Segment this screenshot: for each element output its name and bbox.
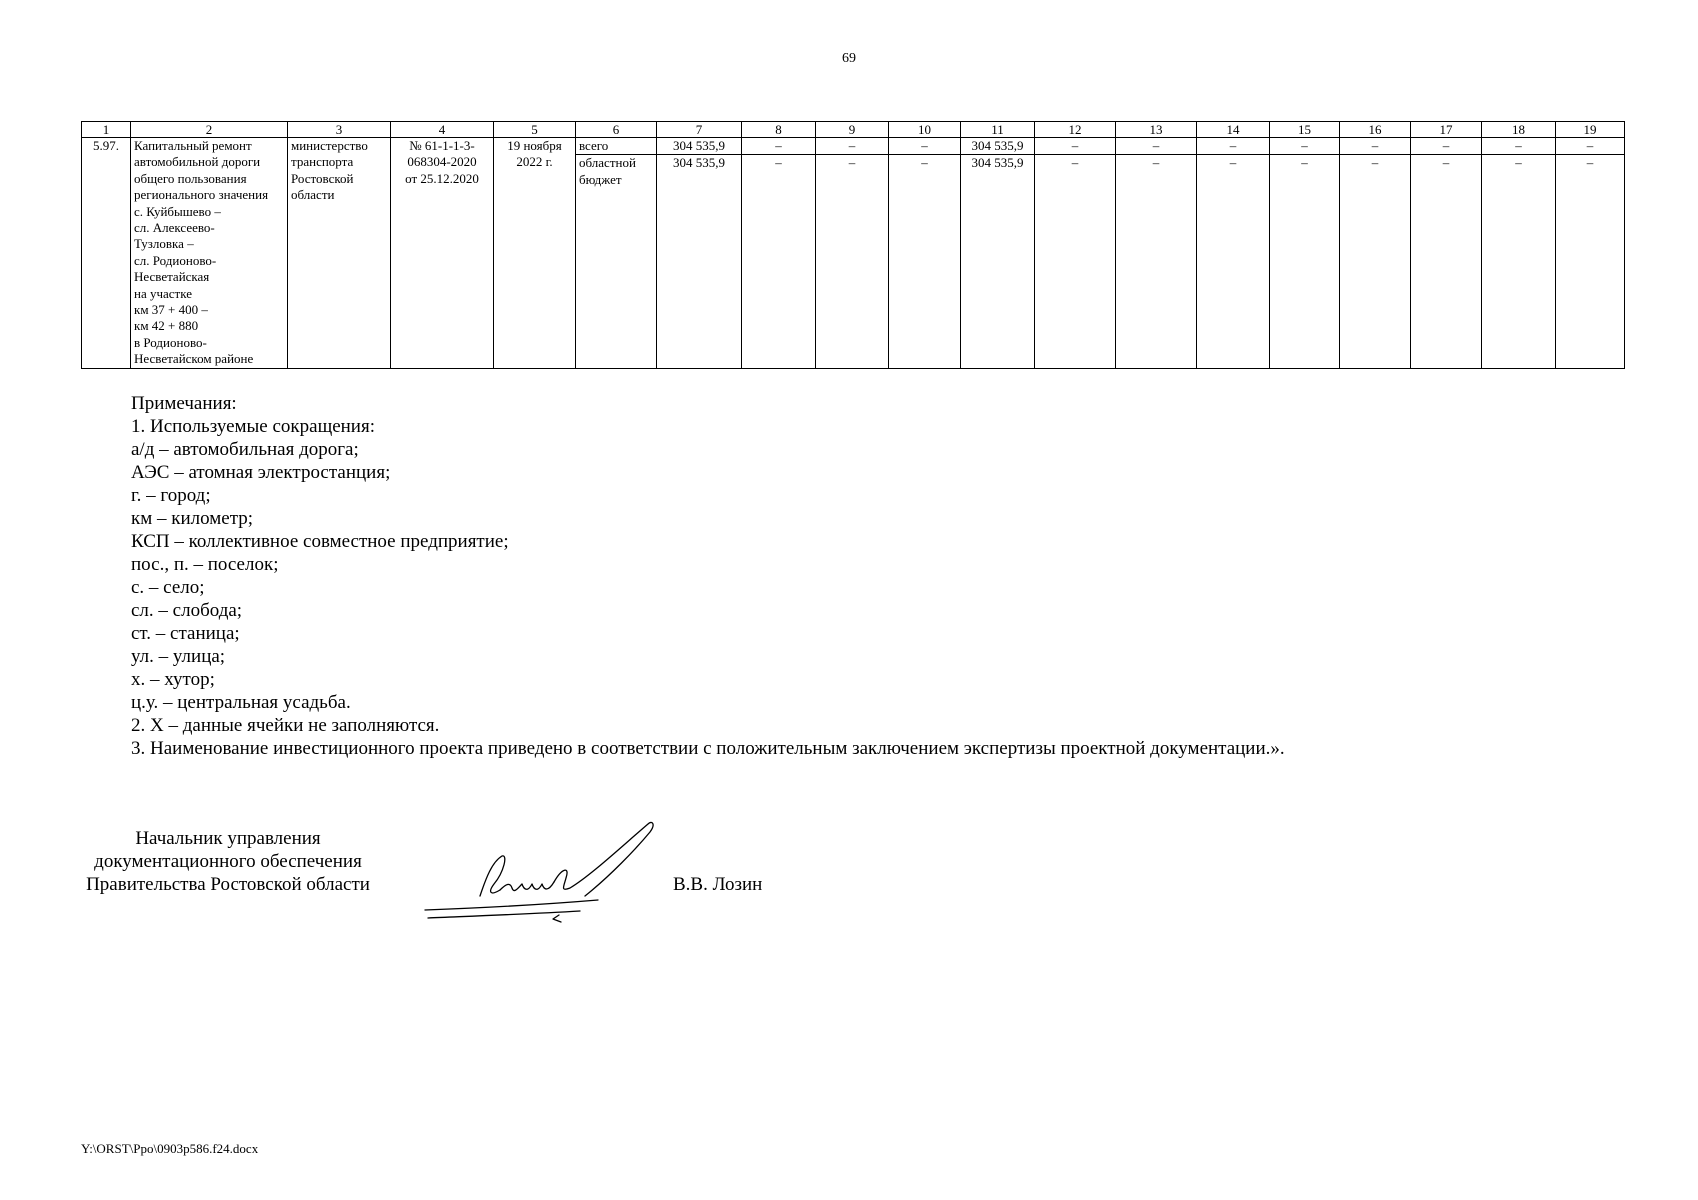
completion-date [494, 138, 576, 369]
signatory-name: В.В. Лозин [673, 874, 763, 895]
note-line: км – километр; [131, 508, 254, 529]
column-header-11: 11 [961, 122, 1035, 138]
column-header-9: 9 [816, 122, 889, 138]
text-line: областной [579, 155, 636, 171]
text-line: Несветайском районе [134, 351, 254, 367]
text-line: Ростовской [291, 170, 354, 186]
col19-regional: – [1556, 155, 1625, 369]
text-line: сл. Алексеево- [134, 220, 215, 236]
page-number: 69 [842, 51, 856, 66]
note-line: КСП – коллективное совместное предприятие; [131, 531, 509, 552]
column-header-6: 6 [576, 122, 657, 138]
file-path: Y:\ORST\Ppo\0903p586.f24.docx [81, 1141, 259, 1156]
note-line: пос., п. – поселок; [131, 554, 279, 575]
col18-all: – [1482, 138, 1556, 155]
investment-table [81, 121, 1625, 369]
text-line: регионального значения [134, 187, 269, 203]
text-line: в Родионово- [134, 334, 207, 350]
note-line: ул. – улица; [131, 646, 226, 667]
col13-all: – [1116, 138, 1197, 155]
column-header-8: 8 [742, 122, 816, 138]
text-line: на участке [134, 285, 192, 301]
note-line: 1. Используемые сокращения: [131, 416, 375, 437]
column-header-13: 13 [1116, 122, 1197, 138]
text-line: документационного обеспечения [94, 851, 362, 872]
col9-all: – [816, 138, 889, 155]
col18-regional: – [1482, 155, 1556, 369]
note-line: а/д – автомобильная дорога; [131, 439, 359, 460]
column-header-3: 3 [288, 122, 391, 138]
column-header-18: 18 [1482, 122, 1556, 138]
text-line: № 61-1-1-3- [409, 138, 475, 153]
col8-regional: – [742, 155, 816, 369]
column-header-10: 10 [889, 122, 961, 138]
text-line: Начальник управления [135, 828, 321, 849]
column-header-7: 7 [657, 122, 742, 138]
col11-all: 304 535,9 [961, 138, 1035, 155]
note-line: с. – село; [131, 577, 205, 598]
table-row [82, 138, 1625, 155]
text-line: 068304-2020 [407, 154, 477, 170]
text-line: Правительства Ростовской области [86, 874, 370, 895]
text-line: сл. Родионово- [134, 252, 217, 268]
col17-all: – [1411, 138, 1482, 155]
note-line: АЭС – атомная электростанция; [131, 462, 391, 483]
col16-regional: – [1340, 155, 1411, 369]
note-line: г. – город; [131, 485, 211, 506]
column-header-14: 14 [1197, 122, 1270, 138]
col12-regional: – [1035, 155, 1116, 369]
expertise-document [391, 138, 494, 369]
note-line: ц.у. – центральная усадьба. [131, 692, 351, 713]
text-line: бюджет [579, 171, 622, 187]
col11-regional: 304 535,9 [961, 155, 1035, 369]
col10-all: – [889, 138, 961, 155]
text-line: Капитальный ремонт [134, 138, 252, 153]
text-line: 2022 г. [516, 154, 553, 170]
col14-all: – [1197, 138, 1270, 155]
col12-all: – [1035, 138, 1116, 155]
col8-all: – [742, 138, 816, 155]
col15-regional: – [1270, 155, 1340, 369]
funding-source-all: всего [576, 138, 657, 155]
column-header-4: 4 [391, 122, 494, 138]
col7-all: 304 535,9 [657, 138, 742, 155]
notes-section [131, 392, 1285, 760]
text-line: 19 ноября [507, 138, 562, 153]
note-line: сл. – слобода; [131, 600, 243, 621]
text-line: Тузловка – [134, 236, 194, 252]
note-line: 3. Наименование инвестиционного проекта приведено в соответствии с положительным заключением экспертизы проектной документации.». [131, 738, 1285, 759]
signatory-title [68, 827, 388, 896]
text-line: области [291, 187, 335, 203]
col14-regional: – [1197, 155, 1270, 369]
column-header-2: 2 [131, 122, 288, 138]
funding-source-regional [576, 155, 657, 369]
text-line: общего пользования [134, 170, 247, 186]
text-line: министерство [291, 138, 368, 153]
col13-regional: – [1116, 155, 1197, 369]
col10-regional: – [889, 155, 961, 369]
notes-heading: Примечания: [131, 393, 237, 414]
row-number: 5.97. [82, 138, 131, 369]
col16-all: – [1340, 138, 1411, 155]
text-line: км 42 + 880 [134, 318, 199, 334]
column-header-1: 1 [82, 122, 131, 138]
note-line: 2. Х – данные ячейки не заполняются. [131, 715, 440, 736]
column-header-17: 17 [1411, 122, 1482, 138]
col15-all: – [1270, 138, 1340, 155]
column-header-19: 19 [1556, 122, 1625, 138]
text-line: км 37 + 400 – [134, 302, 208, 318]
text-line: от 25.12.2020 [405, 170, 479, 186]
column-header-16: 16 [1340, 122, 1411, 138]
col19-all: – [1556, 138, 1625, 155]
text-line: Несветайская [134, 269, 210, 285]
note-line: х. – хутор; [131, 669, 215, 690]
col17-regional: – [1411, 155, 1482, 369]
handwritten-signature [420, 818, 660, 928]
col9-regional: – [816, 155, 889, 369]
table-header-row [82, 122, 1625, 138]
col7-regional: 304 535,9 [657, 155, 742, 369]
text-line: с. Куйбышево – [134, 203, 221, 219]
note-line: ст. – станица; [131, 623, 240, 644]
project-name [131, 138, 288, 369]
column-header-15: 15 [1270, 122, 1340, 138]
text-line: транспорта [291, 154, 354, 170]
text-line: автомобильной дороги [134, 154, 261, 170]
column-header-12: 12 [1035, 122, 1116, 138]
column-header-5: 5 [494, 122, 576, 138]
responsible-org [288, 138, 391, 369]
